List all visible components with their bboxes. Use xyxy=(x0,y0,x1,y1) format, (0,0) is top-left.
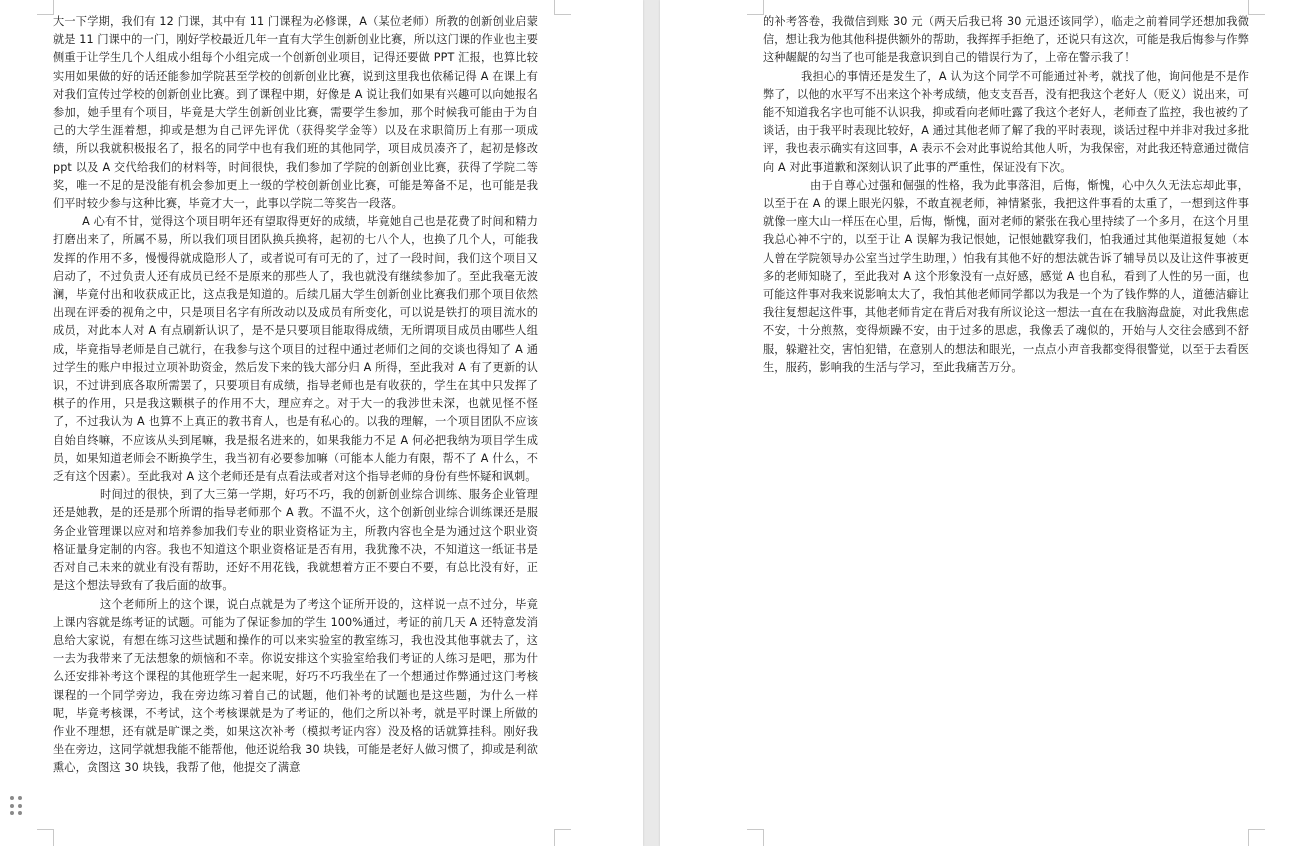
document-page-left[interactable] xyxy=(0,0,643,846)
crop-mark-bottom-left xyxy=(37,829,54,846)
paragraph: 这个老师所上的这个课，说白点就是为了考这个证所开设的，这样说一点不过分，毕竟上课内容就是练考证的试题。可能为了保证参加的学生 100%通过，考证的前几天 A 还特意发消息给大家说，有想在练习这些试题和操作的可以来实验室的教室练习，我也没其他事就去了，这一去为我带来了无法想象的烦恼和不幸。你说安排这个实验室给我们考证的人练习是吧，那为什么还安排补考这个课程的其他班学生一起来呢，好巧不巧我坐在了一个想通过作弊通过这门考核课程的一个同学旁边，我在旁边练习着自己的试题，他们补考的试题也是这些题，为什么一样呢，毕竟考核课，不考试，这个考核课就是为了考证的，他们之所以补考，就是平时课上所做的作业不理想，还有就是旷课之类，如果这次补考（模拟考证内容）没及格的话就算挂科。刚好我坐在旁边，这同学就想我能不能帮他，他还说给我 30 块钱，可能是老好人做习惯了，抑或是利欲熏心，贪图这 30 块钱，我帮了他，他提交了满意 xyxy=(53,597,538,775)
crop-mark-top-left xyxy=(747,0,764,15)
drag-handle-icon[interactable] xyxy=(10,796,24,816)
paragraph: 时间过的很快，到了大三第一学期，好巧不巧，我的创新创业综合训练、服务企业管理还是她教，是的还是那个所谓的指导老师那个 A 教。不温不火，这个创新创业综合训练课还是服务企业管理课以应对和培养参加我们专业的职业资格证为主，所教内容也全是为通过这个职业资格证量身定制的内容。我也不知道这个职业资格证是否有用，我犹豫不决，不知道这一纸证书是否对自己未来的就业有没有帮助，还好不用花钱，我就想着方正不要白不要，有总比没有好，正是这个想法导致有了我后面的故事。 xyxy=(53,488,538,593)
paragraph: 我担心的事情还是发生了，A 认为这个同学不可能通过补考，就找了他，询问他是不是作弊了，以他的水平写不出来这个补考成绩，他支支吾吾，没有把我这个老好人（贬义）说出来，可能不知道我名字也可能不认识我，抑或看向老师吐露了我这个老好人，老师查了监控，我也被约了谈话，由于我平时表现比较好，A 通过其他老师了解了我的平时表现，谈话过程中并非对我过多批评，我也表示确实有这回事，A 表示不会对此事说给其他人听，为我保密，对此我还特意通过微信向 A 对此事道歉和深刻认识了此事的严重性，保证没有下次。 xyxy=(763,69,1249,174)
crop-mark-top-right xyxy=(554,0,571,15)
crop-mark-bottom-left xyxy=(747,829,764,846)
crop-mark-top-right xyxy=(1248,0,1265,15)
paragraph: 由于自尊心过强和倔强的性格，我为此事落泪，后悔，惭愧，心中久久无法忘却此事，以至于在 A 的课上眼光闪躲，不敢直视老师，神情紧张，我把这件事看的太重了，一想到这件事就像一座大山一样压在心里，后悔，惭愧，面对老师的紧张在我心里持续了一个多月，在这个月里我总心神不宁的，以至于让 A 误解为我记恨她，记恨她戳穿我们，怕我通过其他渠道报复她（本人曾在学院领导办公室当过学生助理，）怕我有其他不好的想法就告诉了辅导员以及让这件事被更多的老师知晓了，至此我对 A 这个形象没有一点好感，感觉 A 也自私，看到了人性的另一面，也可能这件事对我来说影响太大了，我怕其他老师同学都以为我是一个为了钱作弊的人，道德洁癖让我往复想起这件事，其他老师肯定在背后对我有所议论这一想法一直在在我脑海盘旋，对此我焦虑不安，十分煎熬，变得烦躁不安，由于过多的思虑，我像丢了魂似的，开始与人交往会感到不舒服，躲避社交，害怕犯错，在意别人的想法和眼光，一点点小声音我都变得很警觉，以至于去看医生，服药，影响我的生活与学习，至此我痛苦万分。 xyxy=(763,178,1249,374)
paragraph: A 心有不甘，觉得这个项目明年还有望取得更好的成绩，毕竟她自己也是花费了时间和精力打磨出来了，所属不易，所以我们项目团队换兵换将，起初的七八个人，也换了几个人，可能我发挥的作用不多，慢慢得就成隐形人了，或者说可有可无的了，过了一段时间，我们这个项目又启动了，不过负责人还有成员已经不是原来的那些人了，我也就没有继续参加了。至此我毫无波澜，毕竟付出和收获成正比，这点我是知道的。后续几届大学生创新创业比赛我们那个项目依然出现在评委的视角之中，只是项目名字有所改动以及成员有所变化，可以说是铁打的项目流水的成员，对此本人对 A 有点刷新认识了，是不是只要项目能取得成绩，无所谓项目成员由哪些人组成，毕竟指导老师是自己就行，在我参与这个项目的过程中通过老师们之间的交谈也得知了 A 通过学生的账户申报过立项补助资金，然后发下来的钱大部分归 A 所得，至此我对 A 有了更新的认识，不过讲到底各取所需罢了，只要项目有成绩，指导老师也是有收获的，学生在其中只发挥了棋子的作用，只是我这颗棋子的作用不大，理应弃之。对于大一的我涉世未深，也就见怪不怪了，不过我认为 A 也算不上真正的教书育人，也是有私心的。以我的理解，一个项目团队不应该自始自终嘛，不应该从头到尾嘛，我是报名进来的，如果我能力不足 A 何必把我纳为项目学生成员，如果知道老师会不断换学生，我当初有必要参加嘛（可能本人能力有限，帮不了 A 什么，不乏有这个因素）。至此我对 A 这个老师还是有点看法或者对这个指导老师的身份有些怀疑和讽刺。 xyxy=(53,215,538,484)
paragraph: 大一下学期，我们有 12 门课，其中有 11 门课程为必修课，A（某位老师）所教的创新创业启蒙就是 11 门课中的一门，刚好学校最近几年一直有大学生创新创业比赛，所以这门课的作业也主要侧重于让学生几个人组成小组每个小组完成一个创新创业项目，记得还要做 PPT 汇报，也算比较实用如果做的好的话还能参加学院甚至学校的创新创业比赛，说到这里我也依稀记得 A 在课上有对我们宣传过学校的创新创业比赛。到了课程中期，好像是 A 说让我们如果有兴趣可以向她报名参加，她手里有个项目，毕竟是大学生创新创业比赛，需要学生参加，那个时候我可能由于为自己的大学生涯着想，抑或是想为自己评先评优（获得奖学金等）以及在求职简历上有那一项成绩，所以我就积极报名了，报名的同学中也有我们班的其他同学，项目成员凑齐了，起初是修改 ppt 以及 A 交代给我们的材料等，时间很快，我们参加了学院的创新创业比赛，获得了学院二等奖，唯一不足的是没能有机会参加更上一级的学校创新创业比赛，可能是筹备不足，也可能是我们平时较少参与这种比赛，毕竟才大一，此事以学院二等奖告一段落。 xyxy=(53,15,538,211)
document-page-right[interactable] xyxy=(660,0,1297,846)
page-body-text[interactable] xyxy=(53,13,538,778)
paragraph: 的补考答卷，我微信到账 30 元（两天后我已将 30 元退还该同学），临走之前着同学还想加我微信，想让我为他其他科提供额外的帮助，我挥挥手拒绝了，还说只有这次，可能是我后悔参与作弊这种龌龊的勾当了也可能是我意识到自己的错误行为了，上帝在警示我了！ xyxy=(763,15,1249,65)
crop-mark-top-left xyxy=(37,0,54,15)
page-body-text[interactable] xyxy=(763,13,1249,377)
crop-mark-bottom-right xyxy=(1248,829,1265,846)
crop-mark-bottom-right xyxy=(554,829,571,846)
